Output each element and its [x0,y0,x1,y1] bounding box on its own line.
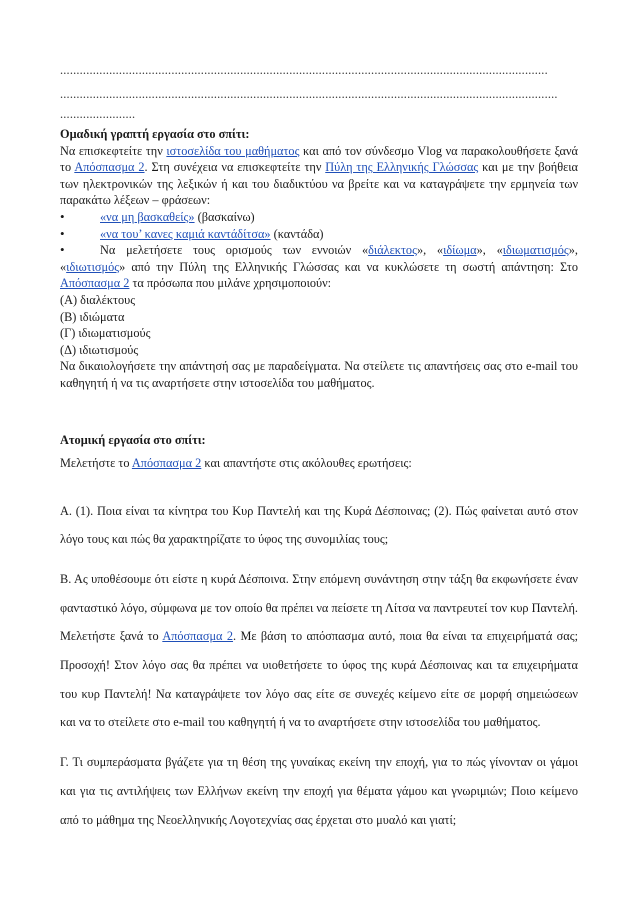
phrase-link-vaskatheis[interactable]: «να μη βασκαθείς» [100,209,195,224]
question-b-text: Β. Ας υποθέσουμε ότι είστε η κυρά Δέσποινα. Στην επόμενη συνάντηση στην τάξη θα εκφωνήσετε έναν φανταστικό λόγο, σύμφωνα με τον οποίο θα πρέπει να πείσετε τη Λίτσα να παντρευτεί τον κυρ Παντελή. Μελετήστε ξανά το Απόσπασμα 2. Με βάση το απόσπασμα αυτό, ποια θα είναι τα επιχειρήματά σας; Προσοχή! Στον λόγο σας θα πρέπει να υιοθετήσετε το ύφος της κυρά Δέσποινας και τα επιχειρήματα του κυρ Παντελή! Να καταγράψετε τον λόγο σας είτε σε συνεχές κείμενο είτε σε μορφή σημειώσεων και να το στείλετε στο e-mail του καθηγητή ή να το αναρτήσετε στην ιστοσελίδα του μαθήματος. [60,571,579,730]
spacer [60,554,578,565]
group-closing-instructions: Να δικαιολογήσετε την απάντησή σας με παραδείγματα. Να στείλετε τις απαντήσεις σας στο e-mail του καθηγητή ή να τις αναρτήσετε στην ιστοσελίδα του μαθήματος. [60,359,578,390]
excerpt-2-link[interactable]: Απόσπασμα 2 [60,276,130,291]
question-b [60,565,578,737]
question-a [60,497,578,554]
list-item: • «να μη βασκαθείς» (βασκαίνω) [60,209,578,226]
term-link-idioma[interactable]: ιδίωμα [443,243,477,258]
group-assignment-section [60,126,578,392]
list-item: • «να του’ κανες καμιά καντάδίτσα» (καντάδα) [60,226,578,243]
bullet-icon [60,242,100,259]
term-link-idiotismos[interactable]: ιδιωτισμός [66,259,120,274]
group-instructions: Να επισκεφτείτε την ιστοσελίδα του μαθήματος και από τον σύνδεσμο Vlog να παρακολουθήσετε ξανά το Απόσπασμα 2. Στη συνέχεια να επισκεφτείτε την Πύλη της Ελληνικής Γλώσσας και με την βοήθεια των ηλεκτρονικών της λεξικών ή και του διαδικτύου να βρείτε και να καταγράψετε την ερμηνεία των παρακάτω λέξεων – φράσεων: [60,143,579,208]
course-website-link[interactable]: ιστοσελίδα του μαθήματος [166,143,300,158]
question-a-text: Α. (1). Ποια είναι τα κίνητρα του Κυρ Παντελή και της Κυρά Δέσποινας; (2). Πώς φαίνεται αυτό στον λόγο τους και πώς θα χαρακτηρίζατε το ύφος της συνομιλίας τους; [60,503,578,547]
group-assignment-title: Ομαδική γραπτή εργασία στο σπίτι: [60,127,250,141]
list-item-definitions: •Να μελετήσετε τους ορισμούς των εννοιών «διάλεκτος», «ιδίωμα», «ιδιωματισμός», «ιδιωτισμός» από την Πύλη της Ελληνικής Γλώσσας και να κυκλώσετε τη σωστή απάντηση: Στο Απόσπασμα 2 τα πρόσωπα που μιλάνε χρησιμοποιούν: [60,242,578,292]
dotted-line: ........................................................................................................................................................ [60,87,558,101]
bullet-icon [60,209,100,226]
answer-option: (Α) διαλέκτους [60,292,136,307]
phrase-link-kantada[interactable]: «να του’ κανες καμιά καντάδίτσα» [100,226,271,241]
individual-assignment-title: Ατομική εργασία στο σπίτι: [60,432,206,447]
answer-option: (Β) ιδιώματα [60,309,125,324]
question-c-text: Γ. Τι συμπεράσματα βγάζετε για τη θέση της γυναίκας εκείνη την εποχή, για το πώς γίνονταν οι γάμοι και για τις αντιλήψεις των Ελλήνων εκείνη την εποχή για θέματα γάμου και γνωριμιών; Ποιο κείμενο από το μάθημα της Νεοελληνικής Λογοτεχνίας σας έρχεται στο μυαλό και γιατί; [60,755,578,827]
dotted-line: ..................................................................................................................................................... [60,63,548,77]
individual-assignment-header [60,430,578,473]
answer-option: (Δ) ιδιωτισμούς [60,342,139,357]
term-link-idiomatismos[interactable]: ιδιωματισμός [502,243,569,258]
dotted-line: ....................... [60,107,136,121]
excerpt-2-link[interactable]: Απόσπασμα 2 [162,629,234,644]
greek-language-portal-link[interactable]: Πύλη της Ελληνικής Γλώσσας [325,160,479,175]
term-link-dialektos[interactable]: διάλεκτος [368,243,417,258]
answer-option: (Γ) ιδιωματισμούς [60,326,151,341]
bullet-icon [60,226,100,243]
individual-intro: Μελετήστε το Απόσπασμα 2 και απαντήστε στις ακόλουθες ερωτήσεις: [60,455,412,470]
question-c [60,748,578,834]
excerpt-2-link[interactable]: Απόσπασμα 2 [74,160,145,175]
spacer [60,737,578,748]
excerpt-2-link[interactable]: Απόσπασμα 2 [131,455,202,470]
spacer [60,392,578,430]
spacer [60,473,578,497]
document-page [60,60,578,834]
